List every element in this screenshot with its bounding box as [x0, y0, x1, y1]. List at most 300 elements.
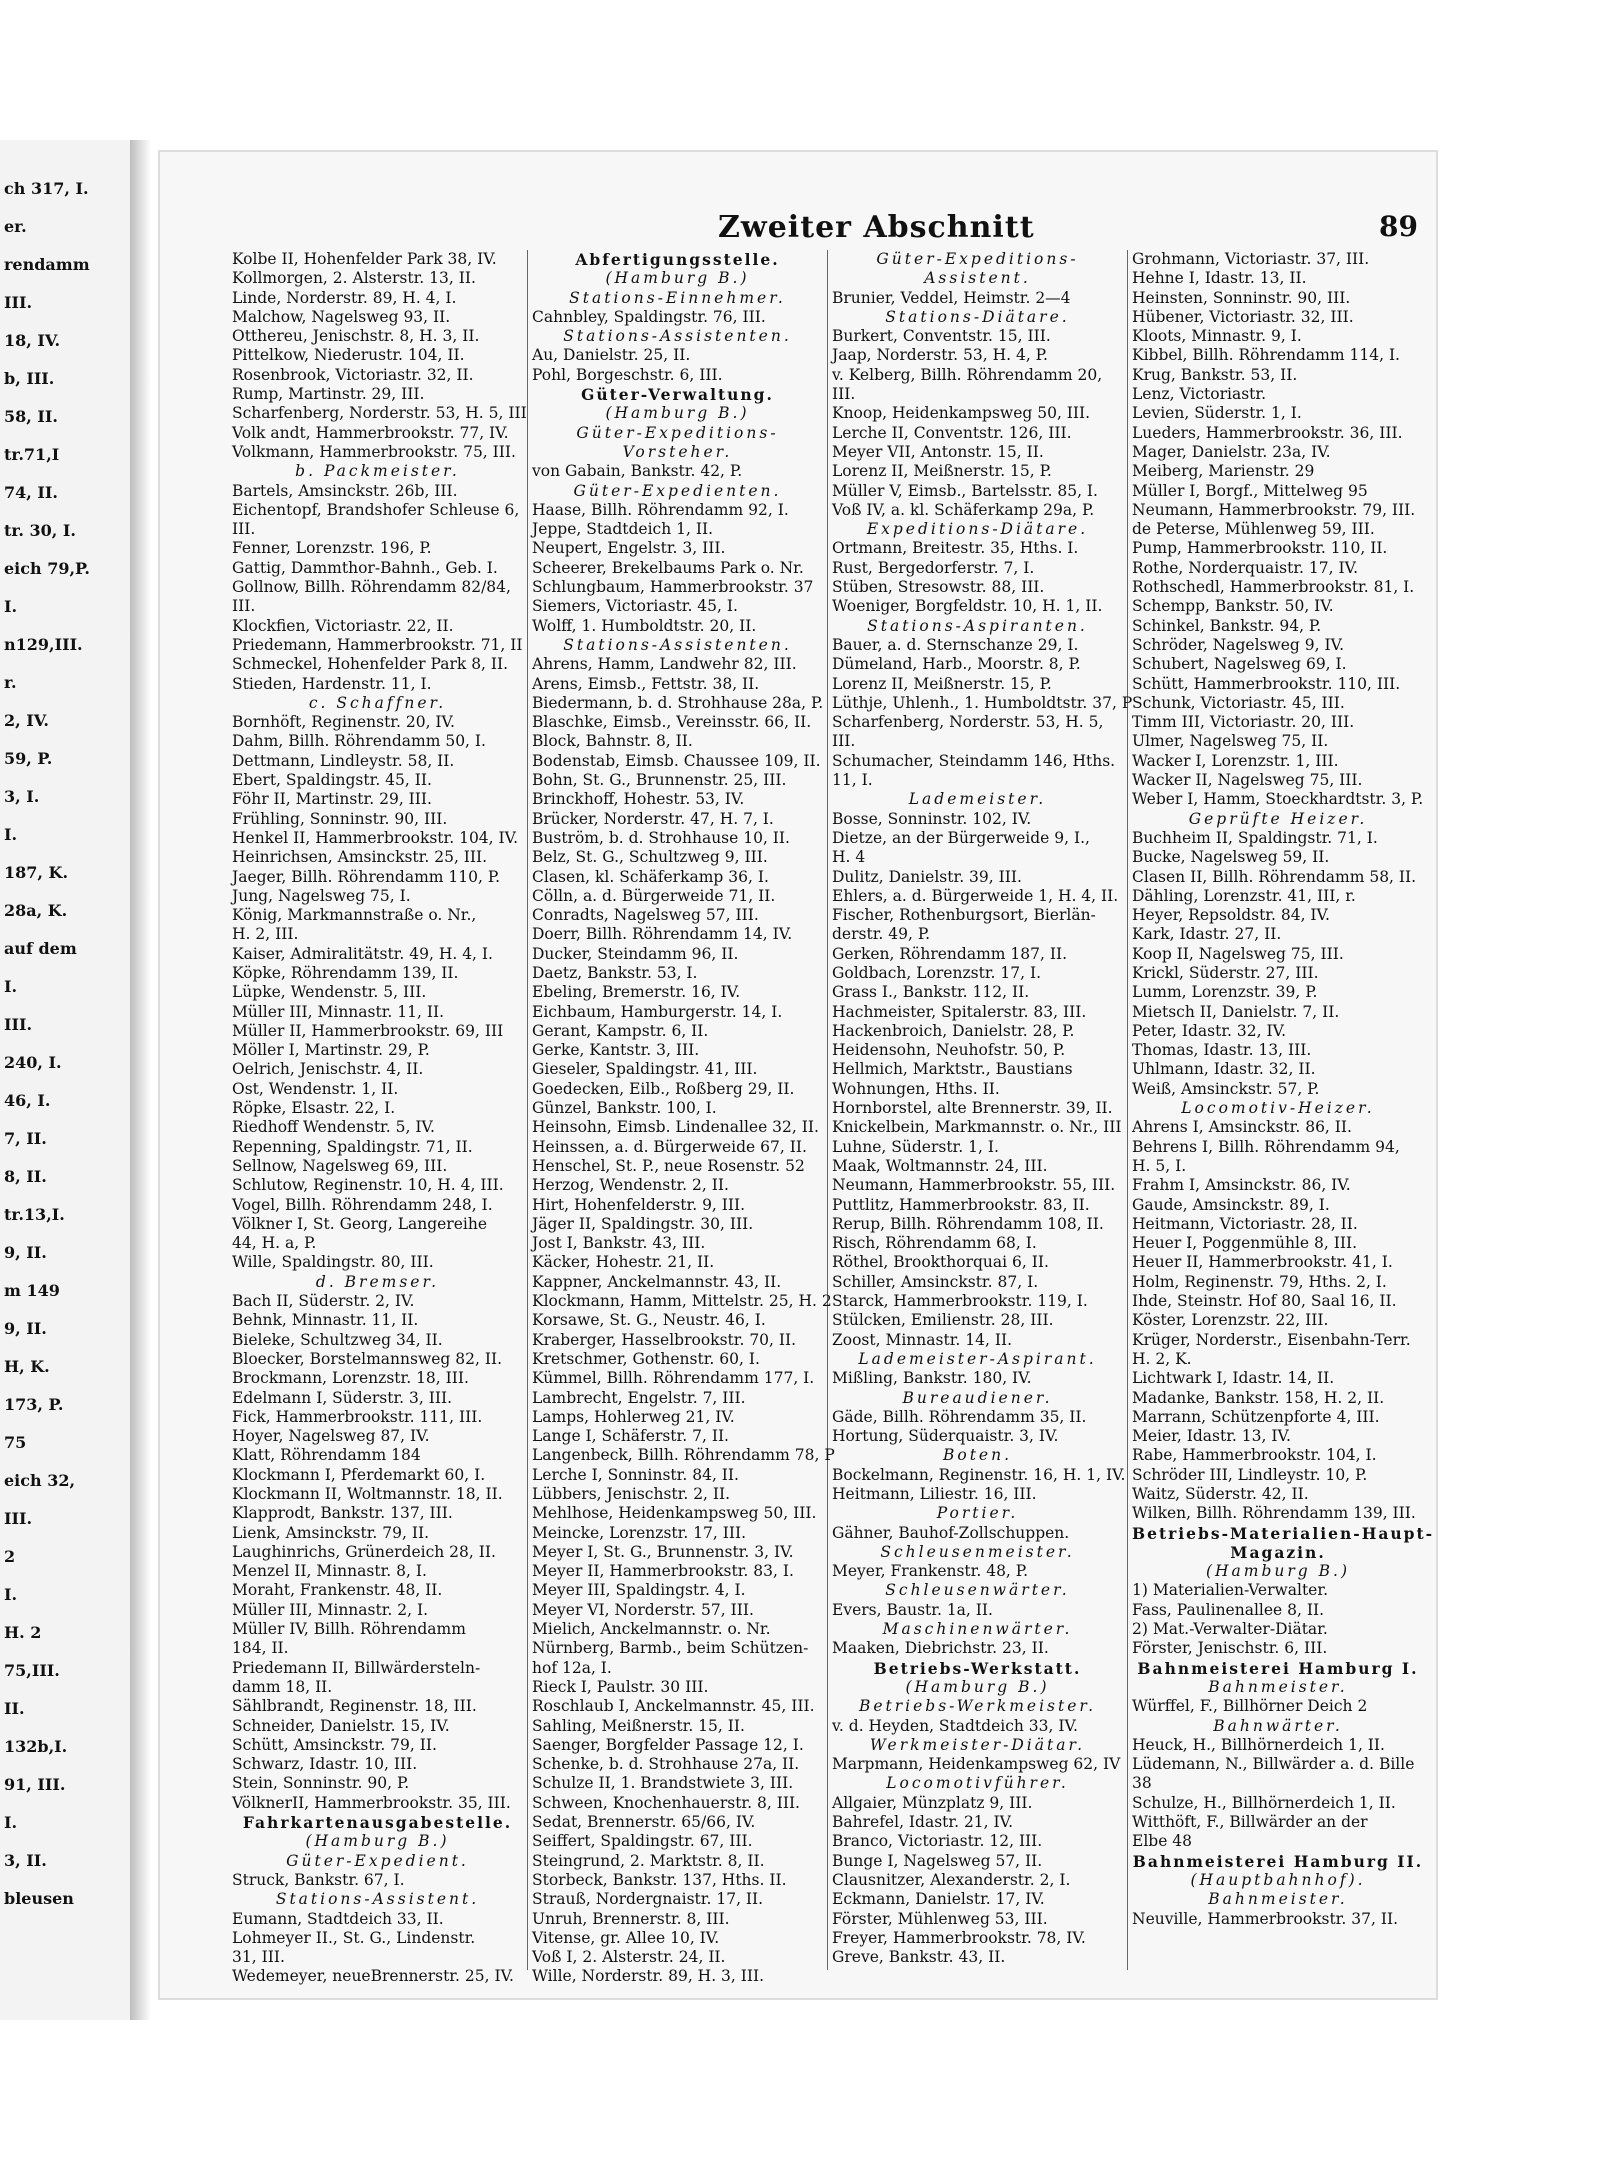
- subsection-heading: Bahnmeister.: [1208, 1890, 1348, 1909]
- directory-entry: Wille, Spaldingstr. 80, III.: [232, 1253, 434, 1272]
- directory-entry: Hachmeister, Spitalerstr. 83, III.: [832, 1002, 1087, 1021]
- left-page-line: 7, II.: [4, 1129, 47, 1148]
- subsection-heading: Locomotivführer.: [886, 1774, 1069, 1793]
- directory-entry: Pohl, Borgeschstr. 6, III.: [532, 365, 723, 384]
- directory-entry: Ebert, Spaldingstr. 45, II.: [232, 771, 432, 790]
- directory-entry: Grass I., Bankstr. 112, II.: [832, 983, 1030, 1002]
- directory-entry: Gaude, Amsinckstr. 89, I.: [1132, 1195, 1330, 1214]
- directory-entry: Strauß, Nordergnaistr. 17, II.: [532, 1890, 764, 1909]
- subsection-heading: Expeditions-Diätare.: [866, 520, 1089, 539]
- directory-entry: hof 12a, I.: [532, 1658, 612, 1677]
- column-2: [528, 250, 835, 1986]
- directory-entry: Behrens I, Billh. Röhrendamm 94,: [1132, 1137, 1400, 1156]
- directory-entry: Kretschmer, Gothenstr. 60, I.: [532, 1349, 760, 1368]
- directory-entry: Meyer I, St. G., Brunnenstr. 3, IV.: [532, 1542, 794, 1561]
- directory-entry: Neuville, Hammerbrookstr. 37, II.: [1132, 1909, 1398, 1928]
- subsection-heading: Bureaudiener.: [902, 1388, 1053, 1407]
- directory-entry: Sedat, Brennerstr. 65/66, IV.: [532, 1813, 756, 1832]
- directory-entry: Malchow, Nagelsweg 93, II.: [232, 307, 451, 326]
- directory-entry: Dulitz, Danielstr. 39, III.: [832, 867, 1022, 886]
- left-page-line: III.: [4, 1509, 33, 1528]
- directory-entry: Lorenz II, Meißnerstr. 15, P.: [832, 674, 1052, 693]
- directory-entry: III.: [232, 597, 256, 616]
- directory-entry: Schinkel, Bankstr. 94, P.: [1132, 616, 1322, 635]
- directory-entry: Bloecker, Borstelmannsweg 82, II.: [232, 1349, 503, 1368]
- directory-entry: Menzel II, Minnastr. 8, I.: [232, 1562, 427, 1581]
- subsection-heading: c. Schaffner.: [308, 693, 447, 712]
- left-page-line: 91, III.: [4, 1775, 66, 1794]
- directory-entry: Buström, b. d. Strohhause 10, II.: [532, 828, 790, 847]
- directory-entry: Mißling, Bankstr. 180, IV.: [832, 1369, 1032, 1388]
- subsection-heading: Maschinenwärter.: [882, 1620, 1073, 1639]
- directory-entry: Wedemeyer, neueBrennerstr. 25, IV.: [232, 1967, 514, 1986]
- directory-entry: Hortung, Süderquaistr. 3, IV.: [832, 1427, 1059, 1446]
- left-page-line: eich 79,P.: [4, 559, 90, 578]
- subsection-heading: Güter-Expeditions-: [576, 423, 779, 442]
- directory-entry: Rothe, Norderquaistr. 17, IV.: [1132, 558, 1359, 577]
- directory-entry: Priedemann, Hammerbrookstr. 71, II: [232, 635, 523, 654]
- directory-entry: Fischer, Rothenburgsort, Bierlän-: [832, 906, 1096, 925]
- left-page-line: tr.71,I: [4, 445, 60, 464]
- directory-entry: Heuer I, Poggenmühle 8, III.: [1132, 1234, 1358, 1253]
- directory-entry: Fass, Paulinenallee 8, II.: [1132, 1600, 1325, 1619]
- directory-entry: Krickl, Süderstr. 27, III.: [1132, 963, 1319, 982]
- subsection-heading: Bahnmeister.: [1208, 1677, 1348, 1696]
- directory-entry: Eichentopf, Brandshofer Schleuse 6,: [232, 500, 520, 519]
- directory-entry: Förster, Jenischstr. 6, III.: [1132, 1639, 1328, 1658]
- subsection-heading: (Hamburg B.): [605, 404, 750, 423]
- directory-entry: Köpke, Röhrendamm 139, II.: [232, 963, 459, 982]
- directory-entry: Wacker II, Nagelsweg 75, III.: [1132, 771, 1363, 790]
- directory-entry: Schröder III, Lindleystr. 10, P.: [1132, 1465, 1368, 1484]
- left-page-line: II.: [4, 1699, 25, 1718]
- directory-entry: Hoyer, Nagelsweg 87, IV.: [232, 1427, 430, 1446]
- directory-entry: Klockmann II, Woltmannstr. 18, II.: [232, 1485, 503, 1503]
- directory-entry: Rump, Martinstr. 29, III.: [232, 385, 425, 404]
- left-page-line: H. 2: [4, 1623, 42, 1642]
- subsection-heading: (Hamburg B.): [305, 1832, 450, 1851]
- directory-entry: Jaeger, Billh. Röhrendamm 110, P.: [232, 867, 501, 886]
- left-page-line: er.: [4, 217, 27, 236]
- directory-entry: Koop II, Nagelsweg 75, III.: [1132, 944, 1344, 963]
- directory-entry: Ulmer, Nagelsweg 75, II.: [1132, 732, 1329, 751]
- subsection-heading: Lademeister-Aspirant.: [858, 1349, 1097, 1368]
- directory-entry: Bornhöft, Reginenstr. 20, IV.: [232, 713, 455, 732]
- directory-entry: Meyer, Frankenstr. 48, P.: [832, 1562, 1029, 1581]
- left-page-line: 2, IV.: [4, 711, 49, 730]
- directory-entry: Mietsch II, Danielstr. 7, II.: [1132, 1002, 1340, 1021]
- directory-entry: Moraht, Frankenstr. 48, II.: [232, 1581, 443, 1600]
- directory-entry: Linde, Norderstr. 89, H. 4, I.: [232, 288, 457, 307]
- directory-entry: Evers, Baustr. 1a, II.: [832, 1600, 993, 1619]
- directory-entry: Förster, Mühlenweg 53, III.: [832, 1909, 1048, 1928]
- directory-entry: Lienk, Amsinckstr. 79, II.: [232, 1523, 430, 1542]
- directory-entry: Struck, Bankstr. 67, I.: [232, 1870, 405, 1889]
- subsection-heading: Güter-Expeditions-: [876, 250, 1079, 268]
- directory-entry: Schwarz, Idastr. 10, III.: [232, 1755, 418, 1774]
- directory-entry: Holm, Reginenstr. 79, Hths. 2, I.: [1132, 1272, 1387, 1291]
- page-number: 89: [1379, 210, 1418, 243]
- directory-entry: Bartels, Amsinckstr. 26b, III.: [232, 481, 458, 500]
- directory-columns: [228, 250, 1435, 1986]
- directory-entry: Allgaier, Münzplatz 9, III.: [832, 1793, 1033, 1812]
- subsection-heading: Geprüfte Heizer.: [1188, 809, 1368, 828]
- directory-entry: Stülcken, Emilienstr. 28, III.: [832, 1311, 1054, 1330]
- directory-entry: Weiß, Amsinckstr. 57, P.: [1132, 1079, 1320, 1098]
- directory-entry: Lichtwark I, Idastr. 14, II.: [1132, 1369, 1335, 1388]
- directory-entry: Stüben, Stresowstr. 88, III.: [832, 578, 1045, 597]
- directory-entry: Saenger, Borgfelder Passage 12, I.: [532, 1735, 804, 1754]
- directory-entry: III.: [232, 520, 256, 539]
- directory-entry: Rust, Bergedorferstr. 7, I.: [832, 558, 1035, 577]
- subsection-heading: Locomotiv-Heizer.: [1181, 1099, 1375, 1118]
- left-page-line: 173, P.: [4, 1395, 64, 1414]
- directory-entry: Witthöft, F., Billwärder an der: [1132, 1813, 1368, 1832]
- directory-entry: Bodenstab, Eimsb. Chaussee 109, II.: [532, 751, 821, 770]
- directory-entry: Sahling, Meißnerstr. 15, II.: [532, 1716, 745, 1735]
- directory-entry: Gollnow, Billh. Röhrendamm 82/84,: [232, 578, 511, 597]
- directory-entry: Köster, Lorenzstr. 22, III.: [1132, 1311, 1329, 1330]
- directory-entry: Seiffert, Spaldingstr. 67, III.: [532, 1832, 753, 1851]
- directory-entry: Lueders, Hammerbrookstr. 36, III.: [1132, 423, 1403, 442]
- directory-entry: Doerr, Billh. Röhrendamm 14, IV.: [532, 925, 793, 944]
- directory-entry: Klockfien, Victoriastr. 22, II.: [232, 616, 454, 635]
- directory-entry: Heitmann, Liliestr. 16, III.: [832, 1485, 1037, 1503]
- left-page-line: 3, II.: [4, 1851, 47, 1870]
- left-page-line: m 149: [4, 1281, 60, 1300]
- directory-entry: Rosenbrook, Victoriastr. 32, II.: [232, 365, 474, 384]
- directory-entry: von Gabain, Bankstr. 42, P.: [532, 462, 743, 481]
- directory-entry: Schubert, Nagelsweg 69, I.: [1132, 655, 1347, 674]
- page-header: [158, 210, 1438, 245]
- directory-entry: Klockmann, Hamm, Mittelstr. 25, H. 2: [532, 1292, 832, 1311]
- directory-entry: Unruh, Brennerstr. 8, III.: [532, 1909, 730, 1928]
- left-page-line: auf dem: [4, 939, 77, 958]
- directory-entry: Klatt, Röhrendamm 184: [232, 1446, 421, 1465]
- left-page-line: ch 317, I.: [4, 179, 89, 198]
- subsection-heading: Assistent.: [924, 269, 1031, 288]
- directory-entry: Hehne I, Idastr. 13, II.: [1132, 269, 1307, 288]
- directory-entry: Jäger II, Spaldingstr. 30, III.: [532, 1214, 754, 1233]
- directory-entry: Vogel, Billh. Röhrendamm 248, I.: [232, 1195, 493, 1214]
- directory-entry: Schween, Knochenhauerstr. 8, III.: [532, 1793, 800, 1812]
- directory-entry: Schmeckel, Hohenfelder Park 8, II.: [232, 655, 509, 674]
- left-page-line: 9, II.: [4, 1243, 47, 1262]
- directory-entry: Oelrich, Jenischstr. 4, II.: [232, 1060, 424, 1079]
- directory-entry: Neupert, Engelstr. 3, III.: [532, 539, 726, 558]
- directory-entry: Lambrecht, Engelstr. 7, III.: [532, 1388, 746, 1407]
- directory-entry: Levien, Süderstr. 1, I.: [1132, 404, 1302, 423]
- directory-entry: Müller III, Minnastr. 11, II.: [232, 1002, 445, 1021]
- directory-entry: Meyer II, Hammerbrookstr. 83, I.: [532, 1562, 794, 1581]
- directory-entry: Heyer, Repsoldstr. 84, IV.: [1132, 906, 1330, 925]
- directory-entry: Rabe, Hammerbrookstr. 104, I.: [1132, 1446, 1377, 1465]
- directory-entry: Heinsohn, Eimsb. Lindenallee 32, II.: [532, 1118, 819, 1137]
- directory-entry: Puttlitz, Hammerbrookstr. 83, II.: [832, 1195, 1090, 1214]
- directory-entry: Schlungbaum, Hammerbrookstr. 37: [532, 578, 814, 597]
- subsection-heading: Bahnwärter.: [1213, 1716, 1343, 1735]
- subsection-heading: (Hauptbahnhof).: [1190, 1870, 1366, 1889]
- directory-entry: Meyer VI, Norderstr. 57, III.: [532, 1600, 754, 1619]
- directory-entry: Wille, Norderstr. 89, H. 3, III.: [532, 1967, 765, 1986]
- directory-entry: Kollmorgen, 2. Alsterstr. 13, II.: [232, 269, 476, 288]
- directory-entry: Meier, Idastr. 13, IV.: [1132, 1427, 1291, 1446]
- directory-entry: Ebeling, Bremerstr. 16, IV.: [532, 983, 741, 1002]
- directory-entry: Käcker, Hohestr. 21, II.: [532, 1253, 715, 1272]
- left-page-line: 9, II.: [4, 1319, 47, 1338]
- directory-entry: Fenner, Lorenzstr. 196, P.: [232, 539, 432, 558]
- directory-entry: Ehlers, a. d. Bürgerweide 1, H. 4, II.: [832, 886, 1119, 905]
- left-page-line: I.: [4, 825, 18, 844]
- directory-entry: Pittelkow, Niederustr. 104, II.: [232, 346, 465, 365]
- directory-entry: Müller I, Borgf., Mittelweg 95: [1132, 481, 1368, 500]
- left-page-line: bleusen: [4, 1889, 74, 1908]
- directory-entry: Knoop, Heidenkampsweg 50, III.: [832, 404, 1091, 423]
- directory-entry: Timm III, Victoriastr. 20, III.: [1132, 713, 1355, 732]
- directory-entry: Gerke, Kantstr. 3, III.: [532, 1041, 700, 1060]
- directory-entry: Heinssen, a. d. Bürgerweide 67, II.: [532, 1137, 807, 1156]
- directory-entry: Thomas, Idastr. 13, III.: [1132, 1041, 1312, 1060]
- left-page-line: 2: [4, 1547, 16, 1566]
- directory-entry: Röthel, Brookthorquai 6, II.: [832, 1253, 1049, 1272]
- directory-entry: Müller III, Minnastr. 2, I.: [232, 1600, 429, 1619]
- column-4: [1128, 250, 1435, 1970]
- directory-entry: Ost, Wendenstr. 1, II.: [232, 1079, 399, 1098]
- directory-entry: Cölln, a. d. Bürgerweide 71, II.: [532, 886, 776, 905]
- left-page-line: I.: [4, 977, 18, 996]
- directory-entry: Frühling, Sonninstr. 90, III.: [232, 809, 448, 828]
- left-page-line: 3, I.: [4, 787, 40, 806]
- directory-entry: Neumann, Hammerbrookstr. 55, III.: [832, 1176, 1116, 1195]
- directory-entry: Dümeland, Harb., Moorstr. 8, P.: [832, 655, 1081, 674]
- directory-entry: Gerant, Kampstr. 6, II.: [532, 1021, 709, 1040]
- directory-entry: Gieseler, Spaldingstr. 41, III.: [532, 1060, 758, 1079]
- directory-entry: Siemers, Victoriastr. 45, I.: [532, 597, 738, 616]
- directory-entry: H. 2, K.: [1132, 1349, 1192, 1368]
- directory-entry: Föhr II, Martinstr. 29, III.: [232, 790, 432, 809]
- directory-entry: Gattig, Dammthor-Bahnh., Geb. I.: [232, 558, 498, 577]
- left-page-line: I.: [4, 1813, 18, 1832]
- section-heading: Magazin.: [1230, 1542, 1326, 1562]
- subsection-heading: Portier.: [936, 1504, 1019, 1523]
- directory-entry: Rothschedl, Hammerbrookstr. 81, I.: [1132, 578, 1415, 597]
- directory-entry: Uhlmann, Idastr. 32, II.: [1132, 1060, 1316, 1079]
- directory-entry: Hellmich, Marktstr., Baustians: [832, 1060, 1073, 1079]
- section-heading: Bahnmeisterei Hamburg II.: [1132, 1851, 1424, 1871]
- left-page-line: rendamm: [4, 255, 90, 274]
- directory-entry: Risch, Röhrendamm 68, I.: [832, 1234, 1037, 1253]
- directory-entry: Stieden, Hardenstr. 11, I.: [232, 674, 432, 693]
- directory-entry: Klapprodt, Bankstr. 137, III.: [232, 1504, 453, 1523]
- directory-entry: Lüdemann, N., Billwärder a. d. Bille: [1132, 1755, 1415, 1774]
- directory-entry: Henschel, St. P., neue Rosenstr. 52: [532, 1156, 805, 1175]
- left-page-line: tr. 30, I.: [4, 521, 76, 540]
- directory-entry: Volkmann, Hammerbrookstr. 75, III.: [232, 442, 516, 461]
- directory-entry: Arens, Eimsb., Fettstr. 38, II.: [532, 674, 760, 693]
- directory-entry: Krug, Bankstr. 53, II.: [1132, 365, 1298, 384]
- directory-entry: Greve, Bankstr. 43, II.: [832, 1948, 1006, 1967]
- directory-entry: Kloots, Minnastr. 9, I.: [1132, 327, 1302, 346]
- left-page-line: eich 32,: [4, 1471, 76, 1490]
- directory-entry: Otthereu, Jenischstr. 8, H. 3, II.: [232, 327, 480, 346]
- subsection-heading: Schleusenmeister.: [880, 1542, 1075, 1561]
- directory-entry: Bieleke, Schultzweg 34, II.: [232, 1330, 443, 1349]
- directory-entry: Bahrefel, Idastr. 21, IV.: [832, 1813, 1014, 1832]
- page: [158, 150, 1438, 2000]
- directory-entry: Meyer III, Spaldingstr. 4, I.: [532, 1581, 746, 1600]
- directory-entry: Freyer, Hammerbrookstr. 78, IV.: [832, 1928, 1086, 1947]
- directory-entry: Block, Bahnstr. 8, II.: [532, 732, 693, 751]
- directory-entry: Scheerer, Brekelbaums Park o. Nr.: [532, 558, 804, 577]
- directory-entry: Biedermann, b. d. Strohhause 28a, P.: [532, 693, 824, 712]
- directory-entry: Meyer VII, Antonstr. 15, II.: [832, 442, 1044, 461]
- directory-entry: Eichbaum, Hamburgerstr. 14, I.: [532, 1002, 783, 1021]
- directory-entry: Kolbe II, Hohenfelder Park 38, IV.: [232, 250, 497, 268]
- directory-entry: Brücker, Norderstr. 47, H. 7, I.: [532, 809, 774, 828]
- subsection-heading: d. Bremser.: [315, 1272, 440, 1291]
- directory-entry: Conradts, Nagelsweg 57, III.: [532, 906, 759, 925]
- directory-entry: Schempp, Bankstr. 50, IV.: [1132, 597, 1334, 616]
- directory-entry: Madanke, Bankstr. 158, H. 2, II.: [1132, 1388, 1385, 1407]
- section-heading: Güter-Verwaltung.: [581, 385, 774, 405]
- directory-entry: Belz, St. G., Schultzweg 9, III.: [532, 848, 768, 867]
- directory-entry: Zoost, Minnastr. 14, II.: [832, 1330, 1012, 1349]
- directory-entry: Lamps, Hohlerweg 21, IV.: [532, 1407, 735, 1426]
- book-gutter: [130, 140, 160, 2020]
- directory-entry: Repenning, Spaldingstr. 71, II.: [232, 1137, 473, 1156]
- directory-entry: Ihde, Steinstr. Hof 80, Saal 16, II.: [1132, 1292, 1397, 1311]
- directory-entry: v. Kelberg, Billh. Röhrendamm 20,: [832, 365, 1103, 384]
- directory-entry: Meiberg, Marienstr. 29: [1132, 462, 1315, 481]
- directory-entry: Goedecken, Eilb., Roßberg 29, II.: [532, 1079, 795, 1098]
- directory-entry: Neumann, Hammerbrookstr. 79, III.: [1132, 500, 1416, 519]
- directory-entry: III.: [832, 732, 856, 751]
- subsection-heading: Stations-Assistenten.: [563, 327, 792, 346]
- left-page-line: 8, II.: [4, 1167, 47, 1186]
- directory-entry: Bockelmann, Reginenstr. 16, H. 1, IV.: [832, 1465, 1126, 1484]
- directory-entry: Lumm, Lorenzstr. 39, P.: [1132, 983, 1318, 1002]
- directory-entry: III.: [832, 385, 856, 404]
- directory-entry: Hackenbroich, Danielstr. 28, P.: [832, 1021, 1075, 1040]
- directory-entry: Clasen, kl. Schäferkamp 36, I.: [532, 867, 769, 886]
- directory-entry: Krüger, Norderstr., Eisenbahn-Terr.: [1132, 1330, 1411, 1349]
- directory-entry: Müller V, Eimsb., Bartelsstr. 85, I.: [832, 481, 1098, 500]
- left-page-fragment: [0, 140, 140, 2020]
- directory-entry: Fick, Hammerbrookstr. 111, III.: [232, 1407, 483, 1426]
- subsection-heading: Boten.: [942, 1446, 1013, 1465]
- directory-entry: Jost I, Bankstr. 43, III.: [532, 1234, 706, 1253]
- directory-entry: Jaap, Norderstr. 53, H. 4, P.: [832, 346, 1048, 365]
- directory-entry: König, Markmannstraße o. Nr.,: [232, 906, 477, 925]
- directory-entry: Heinsten, Sonninstr. 90, III.: [1132, 288, 1351, 307]
- directory-entry: Ducker, Steindamm 96, II.: [532, 944, 739, 963]
- directory-entry: Wolff, 1. Humboldtstr. 20, II.: [532, 616, 757, 635]
- left-page-line: I.: [4, 597, 18, 616]
- directory-entry: Nürnberg, Barmb., beim Schützen-: [532, 1639, 809, 1658]
- directory-entry: Edelmann I, Süderstr. 3, III.: [232, 1388, 453, 1407]
- directory-entry: Schütt, Hammerbrookstr. 110, III.: [1132, 674, 1401, 693]
- directory-entry: Lüpke, Wendenstr. 5, III.: [232, 983, 427, 1002]
- directory-entry: Daetz, Bankstr. 53, I.: [532, 963, 698, 982]
- directory-entry: Scharfenberg, Norderstr. 53, H. 5,: [832, 713, 1104, 732]
- section-heading: Betriebs-Materialien-Haupt-: [1132, 1523, 1435, 1543]
- directory-entry: Wilken, Billh. Röhrendamm 139, III.: [1132, 1504, 1416, 1523]
- left-page-line: 59, P.: [4, 749, 53, 768]
- directory-entry: Gähner, Bauhof-Zollschuppen.: [832, 1523, 1070, 1542]
- directory-entry: Schiller, Amsinckstr. 87, I.: [832, 1272, 1039, 1291]
- subsection-heading: Stations-Assistent.: [275, 1890, 480, 1909]
- left-page-line: 75,III.: [4, 1661, 60, 1680]
- directory-entry: Sählbrandt, Reginenstr. 18, III.: [232, 1697, 477, 1716]
- subsection-heading: Werkmeister-Diätar.: [869, 1735, 1086, 1754]
- directory-entry: Lohmeyer II., St. G., Lindenstr.: [232, 1928, 476, 1947]
- directory-entry: Herzog, Wendenstr. 2, II.: [532, 1176, 729, 1195]
- directory-entry: Dähling, Lorenzstr. 41, III, r.: [1132, 886, 1356, 905]
- directory-entry: 11, I.: [832, 771, 873, 790]
- directory-entry: Klockmann I, Pferdemarkt 60, I.: [232, 1465, 486, 1484]
- directory-entry: Lange I, Schäferstr. 7, II.: [532, 1427, 729, 1446]
- directory-entry: Kappner, Anckelmannstr. 43, II.: [532, 1272, 782, 1291]
- directory-entry: Burkert, Conventstr. 15, III.: [832, 327, 1051, 346]
- directory-entry: Buchheim II, Spaldingstr. 71, I.: [1132, 828, 1378, 847]
- section-heading: Fahrkartenausgabestelle.: [242, 1813, 513, 1833]
- directory-entry: Cahnbley, Spaldingstr. 76, III.: [532, 307, 766, 326]
- directory-entry: Pump, Hammerbrookstr. 110, II.: [1132, 539, 1388, 558]
- left-page-line: 28a, K.: [4, 901, 68, 920]
- directory-entry: Heitmann, Victoriastr. 28, II.: [1132, 1214, 1358, 1233]
- directory-entry: derstr. 49, P.: [832, 925, 931, 944]
- left-page-line: H, K.: [4, 1357, 50, 1376]
- left-page-line: 58, II.: [4, 407, 58, 426]
- left-page-line: III.: [4, 1015, 33, 1034]
- directory-entry: Schumacher, Steindamm 146, Hths.: [832, 751, 1116, 770]
- subsection-heading: Stations-Aspiranten.: [867, 616, 1088, 635]
- directory-entry: Bosse, Sonninstr. 102, IV.: [832, 809, 1032, 828]
- directory-entry: Kümmel, Billh. Röhrendamm 177, I.: [532, 1369, 815, 1388]
- directory-entry: Lübbers, Jenischstr. 2, II.: [532, 1485, 731, 1503]
- directory-entry: damm 18, II.: [232, 1677, 333, 1696]
- directory-entry: Schröder, Nagelsweg 9, IV.: [1132, 635, 1345, 654]
- section-title: Zweiter Abschnitt: [718, 210, 1035, 245]
- directory-entry: Hübener, Victoriastr. 32, III.: [1132, 307, 1354, 326]
- directory-entry: Völkner I, St. Georg, Langereihe: [232, 1214, 488, 1233]
- directory-entry: Lerche I, Sonninstr. 84, II.: [532, 1465, 739, 1484]
- left-page-line: 187, K.: [4, 863, 69, 882]
- directory-entry: Wacker I, Lorenzstr. 1, III.: [1132, 751, 1339, 770]
- directory-entry: Storbeck, Bankstr. 137, Hths. II.: [532, 1870, 787, 1889]
- directory-entry: Marrann, Schützenpforte 4, III.: [1132, 1407, 1380, 1426]
- directory-entry: Jeppe, Stadtdeich 1, II.: [532, 520, 714, 539]
- directory-entry: Starck, Hammerbrookstr. 119, I.: [832, 1292, 1088, 1311]
- subsection-heading: Lademeister.: [908, 790, 1047, 809]
- left-page-line: 132b,I.: [4, 1737, 68, 1756]
- directory-entry: Bauer, a. d. Sternschanze 29, I.: [832, 635, 1079, 654]
- directory-entry: Waitz, Süderstr. 42, II.: [1132, 1485, 1309, 1503]
- subsection-heading: (Hamburg B.): [905, 1677, 1050, 1696]
- directory-entry: Grohmann, Victoriastr. 37, III.: [1132, 250, 1370, 268]
- directory-entry: Gäde, Billh. Röhrendamm 35, II.: [832, 1407, 1087, 1426]
- directory-entry: Röpke, Elsastr. 22, I.: [232, 1099, 396, 1118]
- left-page-line: n129,III.: [4, 635, 83, 654]
- directory-entry: Möller I, Martinstr. 29, P.: [232, 1041, 430, 1060]
- directory-entry: Voß I, 2. Alsterstr. 24, II.: [532, 1948, 726, 1967]
- directory-entry: Schütt, Amsinckstr. 79, II.: [232, 1735, 437, 1754]
- directory-entry: Behnk, Minnastr. 11, II.: [232, 1311, 419, 1330]
- directory-entry: Stein, Sonninstr. 90, P.: [232, 1774, 410, 1793]
- directory-entry: Voß IV, a. kl. Schäferkamp 29a, P.: [832, 500, 1095, 519]
- directory-entry: 44, H. a, P.: [232, 1234, 317, 1253]
- directory-entry: Jung, Nagelsweg 75, I.: [232, 886, 411, 905]
